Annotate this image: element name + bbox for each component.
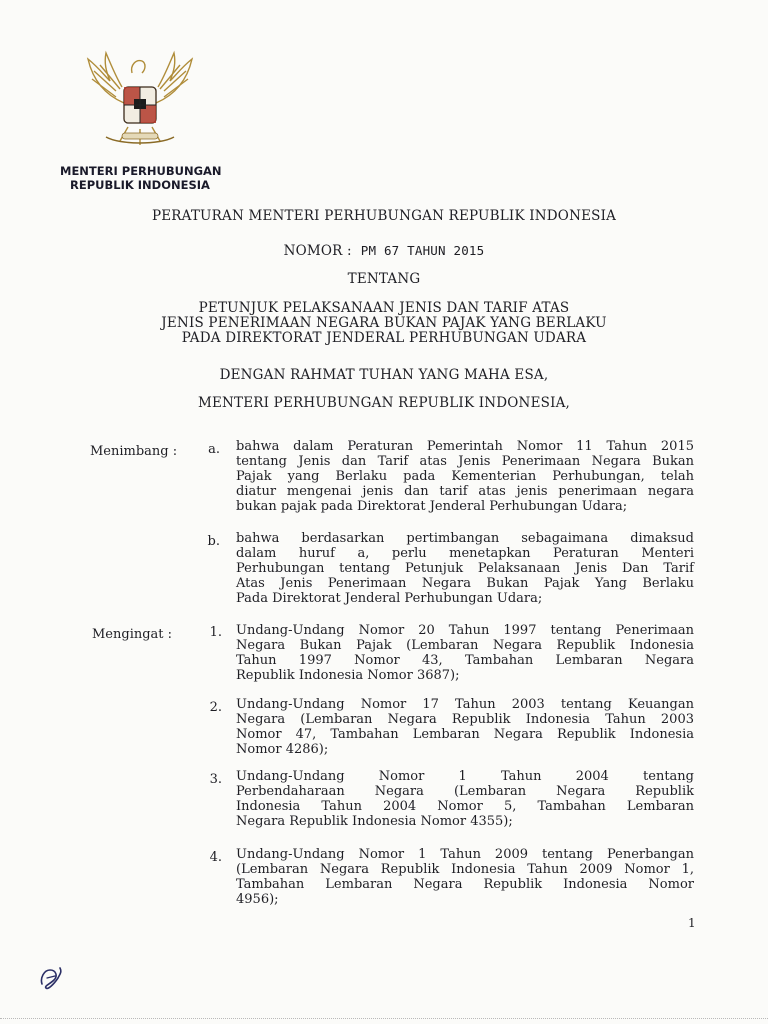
ministry-heading <box>60 164 230 192</box>
text-line: diatur mengenai jenis dan tarif atas jenis penerimaan negara <box>236 484 694 499</box>
page-number: 1 <box>688 916 696 930</box>
text-line: Nomor 47, Tambahan Lembaran Negara Republik Indonesia <box>236 727 694 742</box>
mengingat-marker-1: 1. <box>209 625 222 640</box>
menimbang-marker-b: b. <box>207 534 220 549</box>
subject-line-3: PADA DIREKTORAT JENDERAL PERHUBUNGAN UDARA <box>181 330 587 346</box>
text-line: Republik Indonesia Nomor 3687); <box>236 668 460 683</box>
mengingat-item-1 <box>236 623 694 683</box>
mengingat-label: Mengingat : <box>92 627 173 642</box>
text-line: bahwa dalam Peraturan Pemerintah Nomor 11 Tahun 2015 <box>236 439 694 454</box>
regulation-title: PERATURAN MENTERI PERHUBUNGAN REPUBLIK INDONESIA <box>151 208 617 224</box>
text-line: (Lembaran Negara Republik Indonesia Tahun 2009 Nomor 1, <box>236 862 694 877</box>
text-line: Perbendaharaan Negara (Lembaran Negara Republik <box>236 784 694 799</box>
initial-signature-icon <box>38 964 64 990</box>
text-line: Tahun 1997 Nomor 43, Tambahan Lembaran Negara <box>236 653 694 668</box>
text-line: Perhubungan tentang Petunjuk Pelaksanaan Jenis Dan Tarif <box>236 561 694 576</box>
menimbang-item-b <box>236 531 694 606</box>
subject-line-2: JENIS PENERIMAAN NEGARA BUKAN PAJAK YANG BERLAKU <box>161 315 607 331</box>
menimbang-marker-a: a. <box>208 442 220 457</box>
text-line: Tambahan Lembaran Negara Republik Indonesia Nomor <box>236 877 694 892</box>
mengingat-item-4 <box>236 847 694 907</box>
text-line: Pajak yang Berlaku pada Kementerian Perhubungan, telah <box>236 469 694 484</box>
text-line: dalam huruf a, perlu menetapkan Peraturan Menteri <box>236 546 694 561</box>
ministry-line-1: MENTERI PERHUBUNGAN <box>60 164 222 178</box>
tentang-heading: TENTANG <box>347 271 421 287</box>
text-line: Nomor 4286); <box>236 742 329 757</box>
text-line: Negara Republik Indonesia Nomor 4355); <box>236 814 513 829</box>
text-line: Pada Direktorat Jenderal Perhubungan Udara; <box>236 591 543 606</box>
ministry-line-2: REPUBLIK INDONESIA <box>70 178 210 192</box>
nomor-label: NOMOR : <box>283 243 352 259</box>
menimbang-item-a <box>236 439 694 514</box>
page-bottom-edge <box>0 1018 768 1020</box>
text-line: bahwa berdasarkan pertimbangan sebagaimana dimaksud <box>236 531 694 546</box>
menimbang-label: Menimbang : <box>90 444 178 459</box>
text-line: Atas Jenis Penerimaan Negara Bukan Pajak Yang Berlaku <box>236 576 694 591</box>
blessing-line: DENGAN RAHMAT TUHAN YANG MAHA ESA, <box>219 367 549 383</box>
minister-line: MENTERI PERHUBUNGAN REPUBLIK INDONESIA, <box>197 395 571 411</box>
mengingat-item-3 <box>236 769 694 829</box>
mengingat-item-2 <box>236 697 694 757</box>
text-line: Undang-Undang Nomor 17 Tahun 2003 tentang Keuangan <box>236 697 694 712</box>
text-line: Undang-Undang Nomor 1 Tahun 2004 tentang <box>236 769 694 784</box>
text-line: Undang-Undang Nomor 1 Tahun 2009 tentang Penerbangan <box>236 847 694 862</box>
mengingat-marker-2: 2. <box>209 700 222 715</box>
regulation-number <box>0 243 768 259</box>
text-line: Indonesia Tahun 2004 Nomor 5, Tambahan Lembaran <box>236 799 694 814</box>
nomor-value: PM 67 TAHUN 2015 <box>360 243 485 258</box>
text-line: bukan pajak pada Direktorat Jenderal Perhubungan Udara; <box>236 499 628 514</box>
garuda-emblem-icon <box>80 45 200 155</box>
text-line: 4956); <box>236 892 279 907</box>
text-line: Negara (Lembaran Negara Republik Indonesia Tahun 2003 <box>236 712 694 727</box>
mengingat-marker-4: 4. <box>209 850 222 865</box>
regulation-subject <box>0 301 768 346</box>
text-line: Negara Bukan Pajak (Lembaran Negara Republik Indonesia <box>236 638 694 653</box>
text-line: Undang-Undang Nomor 20 Tahun 1997 tentang Penerimaan <box>236 623 694 638</box>
subject-line-1: PETUNJUK PELAKSANAAN JENIS DAN TARIF ATAS <box>198 300 570 316</box>
text-line: tentang Jenis dan Tarif atas Jenis Penerimaan Negara Bukan <box>236 454 694 469</box>
mengingat-marker-3: 3. <box>209 772 222 787</box>
